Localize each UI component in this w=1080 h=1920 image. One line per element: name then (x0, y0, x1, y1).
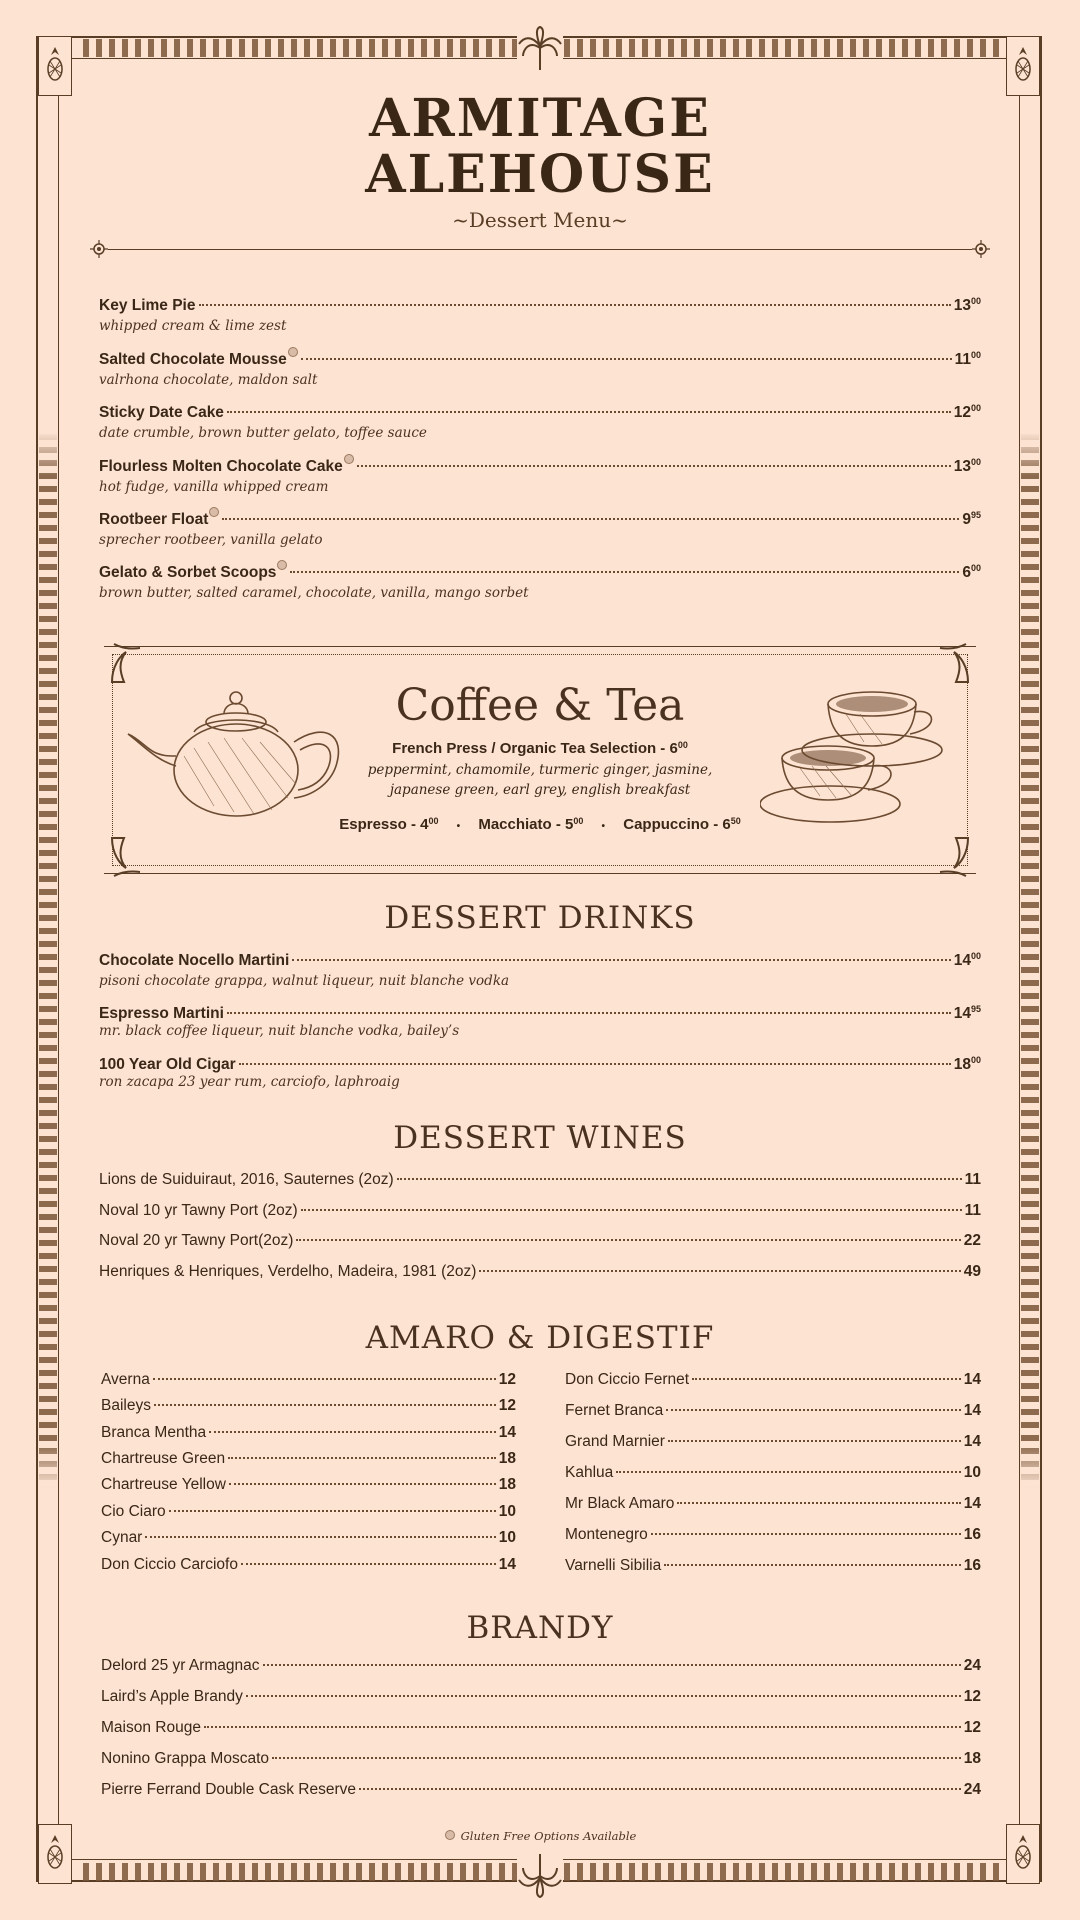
item-description: sprecher rootbeer, vanilla gelato (99, 532, 323, 548)
gluten-free-note-text: Gluten Free Options Available (460, 1829, 637, 1843)
dessert-drinks-heading: DESSERT DRINKS (384, 900, 696, 936)
item-description: valrhona chocolate, maldon salt (99, 372, 318, 388)
gluten-free-note (0, 1829, 1080, 1843)
item-name: Cynar (101, 1529, 143, 1546)
leader-dots (199, 304, 951, 306)
lotus-ornament-icon (106, 832, 146, 878)
item-name: Chocolate Nocello Martini (99, 952, 290, 969)
leader-dots (209, 1431, 496, 1433)
gluten-free-icon (344, 454, 354, 464)
item-name: Kahlua (565, 1464, 614, 1481)
leader-dots (227, 1012, 951, 1014)
drink-item (99, 951, 981, 971)
item-price: 16 (963, 1557, 981, 1574)
amaro-item (101, 1423, 516, 1443)
item-price: 14 (498, 1424, 516, 1441)
espresso-item (339, 816, 438, 833)
price-dollars: 14 (953, 1005, 971, 1022)
leader-dots (153, 1378, 496, 1380)
amaro-item (565, 1463, 981, 1483)
amaro-item (565, 1432, 981, 1452)
amaro-item (565, 1401, 981, 1421)
amaro-item (565, 1525, 981, 1545)
item-price: 14 (963, 1402, 981, 1419)
item-price (954, 457, 981, 477)
leader-dots (222, 518, 959, 520)
cappuccino-item (623, 816, 741, 833)
leader-dots (239, 1063, 951, 1065)
brandy-item (101, 1687, 981, 1707)
price-cents: 00 (970, 951, 981, 961)
dessert-item (99, 350, 981, 370)
item-name: Lions de Suiduiraut, 2016, Sauternes (2oz) (99, 1171, 394, 1188)
leader-dots (359, 1788, 961, 1790)
espresso-drinks-line (0, 816, 1080, 833)
price-dollars: 6 (962, 564, 971, 581)
item-price: 12 (498, 1371, 516, 1388)
brandy-heading: BRANDY (466, 1610, 614, 1646)
drink-item (99, 1004, 981, 1024)
leader-dots (145, 1536, 495, 1538)
amaro-item (101, 1555, 516, 1575)
item-price: 22 (963, 1232, 981, 1249)
price-cents: 00 (970, 1055, 981, 1065)
wine-item (99, 1170, 981, 1190)
leader-dots (290, 571, 959, 573)
item-name: Mr Black Amaro (565, 1495, 675, 1512)
item-description: brown butter, salted caramel, chocolate, vanilla, mango sorbet (99, 585, 529, 601)
amaro-item (101, 1502, 516, 1522)
espresso-label: Espresso - 4 (339, 816, 429, 833)
item-price: 24 (963, 1657, 981, 1674)
amaro-item (101, 1449, 516, 1469)
amaro-item (101, 1396, 516, 1416)
amaro-item (565, 1370, 981, 1390)
price-cents: 00 (970, 457, 981, 467)
brandy-item (101, 1749, 981, 1769)
item-description: whipped cream & lime zest (99, 318, 287, 334)
leader-dots (301, 358, 952, 360)
macchiato-label: Macchiato - 5 (478, 816, 574, 833)
wine-item (99, 1262, 981, 1282)
item-name: Don Ciccio Carciofo (101, 1556, 238, 1573)
dessert-wines-heading: DESSERT WINES (393, 1120, 687, 1156)
french-press-label: French Press / Organic Tea Selection - 6 (392, 740, 678, 757)
flourish-icon (972, 240, 990, 258)
item-name: Montenegro (565, 1526, 648, 1543)
bullet-separator: • (601, 821, 606, 832)
dessert-item (99, 563, 981, 583)
item-name: Henriques & Henriques, Verdelho, Madeira, 1981 (2oz) (99, 1263, 477, 1280)
price-cents: 00 (573, 816, 584, 826)
palm-crest-icon (517, 1852, 563, 1898)
leader-dots (228, 1457, 496, 1459)
dessert-item (99, 403, 981, 423)
item-name: 100 Year Old Cigar (99, 1056, 236, 1073)
item-name: Noval 10 yr Tawny Port (2oz) (99, 1202, 298, 1219)
wine-item (99, 1201, 981, 1221)
item-name: Chartreuse Green (101, 1450, 226, 1467)
brandy-item (101, 1718, 981, 1738)
tea-list-line1: peppermint, chamomile, turmeric ginger, jasmine, (367, 762, 713, 778)
item-name: Fernet Branca (565, 1402, 664, 1419)
item-price (954, 403, 981, 423)
pineapple-icon (1006, 36, 1040, 96)
leader-dots (272, 1757, 961, 1759)
gluten-free-icon (288, 347, 298, 357)
dessert-item (99, 510, 981, 530)
price-cents: 00 (970, 296, 981, 306)
item-price: 18 (498, 1476, 516, 1493)
price-dollars: 13 (953, 458, 971, 475)
item-price (962, 563, 981, 583)
item-name: Branca Mentha (101, 1424, 207, 1441)
restaurant-title-line1: ARMITAGE (369, 88, 711, 149)
price-dollars: 18 (953, 1056, 971, 1073)
restaurant-title-line2: ALEHOUSE (365, 144, 715, 205)
leader-dots (666, 1409, 961, 1411)
item-price: 18 (963, 1750, 981, 1767)
gluten-free-icon (277, 560, 287, 570)
amaro-item (101, 1475, 516, 1495)
dessert-item (99, 457, 981, 477)
leader-dots (668, 1440, 961, 1442)
price-dollars: 11 (954, 351, 971, 368)
price-dollars: 12 (953, 404, 971, 421)
flourish-icon (90, 240, 108, 258)
leader-dots (664, 1564, 961, 1566)
gluten-free-icon (209, 507, 219, 517)
item-name: Noval 20 yr Tawny Port(2oz) (99, 1232, 294, 1249)
brandy-item (101, 1656, 981, 1676)
item-name: Delord 25 yr Armagnac (101, 1657, 260, 1674)
item-price: 10 (498, 1503, 516, 1520)
leader-dots (246, 1695, 961, 1697)
coffee-tea-heading: Coffee & Tea (395, 680, 685, 731)
item-name: Rootbeer Float (99, 511, 209, 528)
right-border-ornament (1021, 80, 1039, 1840)
item-name: Averna (101, 1371, 150, 1388)
item-name: Gelato & Sorbet Scoops (99, 564, 277, 581)
bullet-separator: • (456, 821, 461, 832)
price-cents: 00 (970, 350, 981, 360)
leader-dots (229, 1483, 496, 1485)
wine-item (99, 1231, 981, 1251)
item-price (962, 510, 981, 530)
brandy-item (101, 1780, 981, 1800)
dessert-item (99, 296, 981, 316)
item-name: Don Ciccio Fernet (565, 1371, 690, 1388)
item-name: Pierre Ferrand Double Cask Reserve (101, 1781, 356, 1798)
item-price: 11 (964, 1171, 981, 1188)
leader-dots (169, 1510, 496, 1512)
leader-dots (292, 959, 950, 961)
item-price (954, 1004, 981, 1024)
item-name: Sticky Date Cake (99, 404, 224, 421)
item-name: Flourless Molten Chocolate Cake (99, 458, 343, 475)
drink-item (99, 1055, 981, 1075)
price-cents: 95 (970, 510, 981, 520)
gluten-free-icon (445, 1830, 455, 1840)
item-price (954, 296, 981, 316)
pineapple-icon (38, 36, 72, 96)
item-name: Nonino Grappa Moscato (101, 1750, 270, 1767)
item-price: 11 (964, 1202, 981, 1219)
amaro-item (101, 1370, 516, 1390)
leader-dots (479, 1270, 960, 1272)
item-price: 12 (963, 1719, 981, 1736)
item-price: 12 (963, 1688, 981, 1705)
leader-dots (263, 1664, 961, 1666)
leader-dots (301, 1209, 962, 1211)
item-price: 14 (963, 1433, 981, 1450)
price-dollars: 9 (962, 511, 971, 528)
item-name: Key Lime Pie (99, 297, 196, 314)
leader-dots (227, 411, 951, 413)
item-description: date crumble, brown butter gelato, toffee sauce (99, 425, 427, 441)
price-dollars: 13 (953, 297, 971, 314)
price-cents: 00 (970, 403, 981, 413)
left-border-ornament (39, 80, 57, 1840)
leader-dots (677, 1502, 960, 1504)
price-cents: 00 (677, 740, 688, 750)
cappuccino-label: Cappuccino - 6 (623, 816, 731, 833)
item-price: 14 (963, 1495, 981, 1512)
price-dollars: 14 (953, 952, 971, 969)
amaro-item (101, 1528, 516, 1548)
price-cents: 00 (428, 816, 439, 826)
item-name: Varnelli Sibilia (565, 1557, 662, 1574)
leader-dots (357, 465, 951, 467)
item-description: hot fudge, vanilla whipped cream (99, 479, 329, 495)
item-description: pisoni chocolate grappa, walnut liqueur, nuit blanche vodka (99, 973, 510, 989)
item-name: Espresso Martini (99, 1005, 224, 1022)
item-price: 16 (963, 1526, 981, 1543)
leader-dots (204, 1726, 961, 1728)
leader-dots (616, 1471, 960, 1473)
price-cents: 95 (970, 1004, 981, 1014)
leader-dots (241, 1563, 496, 1565)
item-price: 14 (963, 1371, 981, 1388)
leader-dots (397, 1178, 962, 1180)
amaro-item (565, 1494, 981, 1514)
macchiato-item (478, 816, 583, 833)
amaro-digestif-heading: AMARO & DIGESTIF (365, 1320, 715, 1356)
item-price: 24 (963, 1781, 981, 1798)
tea-list-line2: japanese green, earl grey, english breakfast (389, 782, 691, 798)
item-name: Laird’s Apple Brandy (101, 1688, 243, 1705)
price-cents: 50 (730, 816, 741, 826)
item-description: mr. black coffee liqueur, nuit blanche vodka, bailey’s (99, 1023, 460, 1039)
palm-crest-icon (517, 26, 563, 72)
item-name: Maison Rouge (101, 1719, 201, 1736)
item-description: ron zacapa 23 year rum, carciofo, laphroaig (99, 1074, 400, 1090)
item-price: 18 (498, 1450, 516, 1467)
item-price: 49 (963, 1263, 981, 1280)
leader-dots (154, 1404, 496, 1406)
menu-subtitle: ~Dessert Menu~ (452, 208, 628, 232)
item-price (954, 1055, 981, 1075)
leader-dots (296, 1239, 960, 1241)
item-price: 12 (498, 1397, 516, 1414)
item-price: 10 (498, 1529, 516, 1546)
leader-dots (651, 1533, 961, 1535)
item-name: Cio Ciaro (101, 1503, 166, 1520)
item-price (954, 951, 981, 971)
leader-dots (692, 1378, 961, 1380)
amaro-item (565, 1556, 981, 1576)
item-price: 10 (963, 1464, 981, 1481)
item-price: 14 (498, 1556, 516, 1573)
price-cents: 00 (970, 563, 981, 573)
item-name: Chartreuse Yellow (101, 1476, 226, 1493)
header-divider (108, 249, 972, 250)
item-name: Salted Chocolate Mousse (99, 351, 287, 368)
item-name: Grand Marnier (565, 1433, 665, 1450)
item-name: Baileys (101, 1397, 151, 1414)
french-press-line (0, 740, 1080, 757)
item-price (955, 350, 981, 370)
